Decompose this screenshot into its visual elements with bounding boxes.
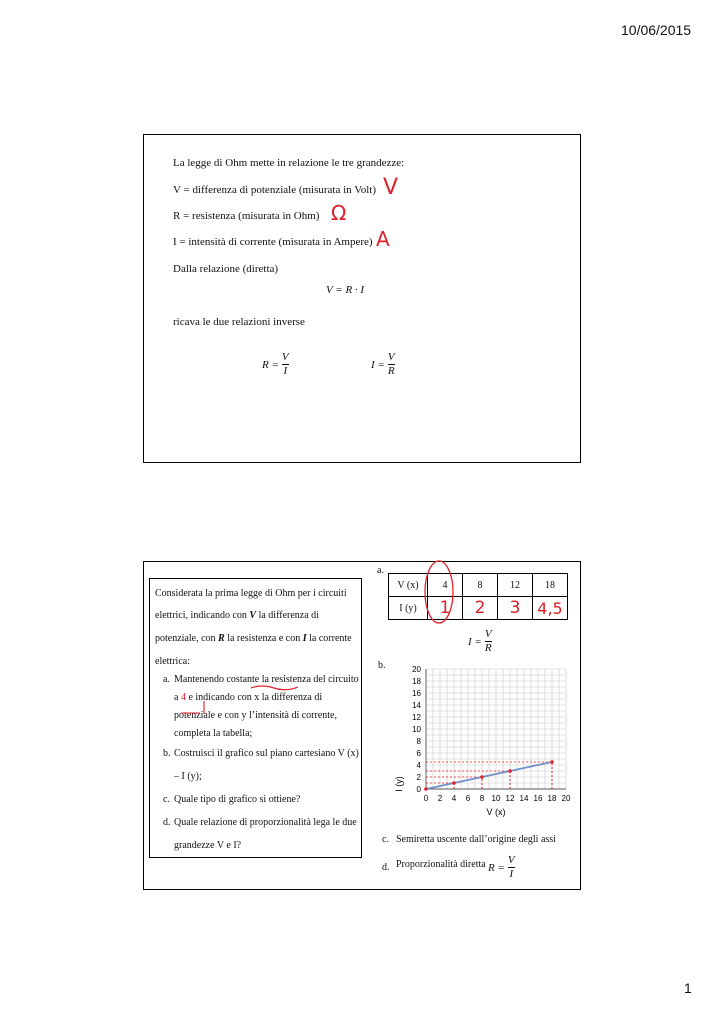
item-c-line1: Quale tipo di grafico si ottiene? [174, 794, 301, 805]
underline-mark [250, 683, 300, 691]
formula-main: V = R · I [326, 284, 365, 296]
chart-v-i [384, 662, 574, 830]
question-p1: Considerata la prima legge di Ohm per i circuiti [155, 588, 347, 599]
y-tick-label: 8 [416, 737, 421, 746]
y-tick-label: 18 [412, 677, 421, 686]
formula-i-num: V [387, 351, 395, 363]
label-a: a. [377, 565, 384, 576]
formula-resistance [488, 854, 515, 881]
handwritten-ampere: A [376, 227, 390, 251]
question-p2: elettrici, indicando con V la differenza di [155, 610, 319, 621]
item-a-marker: a. [163, 674, 170, 685]
data-point [480, 775, 484, 779]
x-tick-label: 20 [561, 794, 571, 803]
data-point [452, 781, 456, 785]
y-tick-label: 12 [412, 713, 421, 722]
intro-text: La legge di Ohm mette in relazione le tre grandezze: [173, 157, 405, 169]
item-b-marker: b. [163, 748, 171, 759]
formula-i-den: R [387, 365, 395, 377]
x-tick-label: 6 [465, 794, 471, 803]
data-point [550, 760, 554, 764]
label-b: b. [378, 660, 386, 671]
y-tick-label: 2 [416, 773, 421, 782]
item-d-marker: d. [163, 817, 171, 828]
values-table [388, 573, 568, 620]
item-a-line4: completa la tabella; [174, 728, 253, 739]
x-tick-label: 12 [505, 794, 515, 803]
page-number: 1 [684, 980, 692, 996]
definition-v: V = differenza di potenziale (misurata in Volt) [173, 184, 377, 196]
question-box [149, 578, 362, 858]
y-tick-label: 20 [412, 665, 421, 674]
slide-ohm-law [143, 134, 581, 463]
formula-current-num: V [484, 628, 492, 640]
table-cell-answer: 4,5 [533, 597, 568, 620]
x-tick-label: 16 [533, 794, 543, 803]
data-point [508, 769, 512, 773]
item-a-line3: potenziale e con y l’intensità di corrente, [174, 710, 337, 721]
table-row-i [389, 597, 568, 620]
table-header-i: I (y) [389, 597, 428, 620]
x-tick-label: 18 [547, 794, 557, 803]
formula-r-num: V [281, 351, 289, 363]
definition-r: R = resistenza (misurata in Ohm) [173, 210, 320, 222]
handwritten-ohm: Ω [331, 201, 347, 225]
formula-r-den: I [283, 365, 288, 377]
y-tick-label: 14 [412, 701, 421, 710]
y-tick-label: 4 [416, 761, 421, 770]
item-b-line1: Costruisci il grafico sul piano cartesiano V (x) [174, 748, 359, 759]
item-d-line1: Quale relazione di proporzionalità lega le due [174, 817, 357, 828]
y-tick-label: 6 [416, 749, 421, 758]
formula-resistance-num: V [507, 854, 515, 866]
y-axis-label: I (y) [394, 776, 404, 792]
question-p3: potenziale, con R la resistenza e con I la corrente [155, 633, 352, 644]
blank-mark [180, 701, 208, 715]
table-header-v: V (x) [389, 574, 428, 597]
table-row-v [389, 574, 568, 597]
table-cell-answer: 3 [498, 597, 533, 620]
formula-r [262, 351, 289, 378]
formula-current-lhs: I = [468, 635, 482, 648]
y-tick-label: 10 [412, 725, 421, 734]
inverse-intro: ricava le due relazioni inverse [173, 316, 305, 328]
x-axis-label: V (x) [486, 807, 506, 817]
formula-r-lhs: R = [262, 358, 279, 371]
table-cell: 18 [533, 574, 568, 597]
answer-c-marker: c. [382, 834, 389, 845]
x-tick-label: 0 [423, 794, 429, 803]
item-c-marker: c. [163, 794, 170, 805]
formula-current-den: R [484, 642, 492, 654]
handwritten-volt: V [383, 175, 399, 200]
item-b-line2: – I (y); [174, 771, 202, 782]
y-tick-label: 0 [416, 785, 421, 794]
relation-intro: Dalla relazione (diretta) [173, 263, 279, 275]
formula-current [468, 628, 492, 655]
y-tick-label: 16 [412, 689, 421, 698]
item-a-line1: Mantenendo costante la resistenza del circuito [174, 674, 359, 685]
table-cell-answer: 2 [463, 597, 498, 620]
x-tick-label: 10 [491, 794, 501, 803]
formula-i [371, 351, 395, 378]
x-tick-label: 4 [451, 794, 457, 803]
table-cell: 8 [463, 574, 498, 597]
page-date: 10/06/2015 [621, 22, 692, 38]
formula-resistance-lhs: R = [488, 861, 505, 874]
answer-c-text: Semiretta uscente dall’origine degli assi [396, 834, 556, 845]
answer-d-text: Proporzionalità diretta [396, 859, 486, 870]
item-d-line2: grandezze V e I? [174, 840, 242, 851]
answer-d-marker: d. [382, 862, 390, 873]
question-p4: elettrica: [155, 656, 190, 667]
x-tick-label: 8 [479, 794, 485, 803]
formula-i-lhs: I = [371, 358, 385, 371]
table-cell-answer: 1 [428, 597, 463, 620]
data-point [424, 787, 428, 791]
x-tick-label: 2 [437, 794, 443, 803]
slide-exercise [143, 561, 581, 890]
formula-resistance-den: I [509, 868, 514, 880]
definition-i: I = intensità di corrente (misurata in Ampere) [173, 236, 373, 248]
table-cell: 4 [428, 574, 463, 597]
item-a-line2: a 4 e indicando con x la differenza di [174, 692, 323, 703]
circle-mark [422, 559, 456, 625]
table-cell: 12 [498, 574, 533, 597]
x-tick-label: 14 [519, 794, 529, 803]
